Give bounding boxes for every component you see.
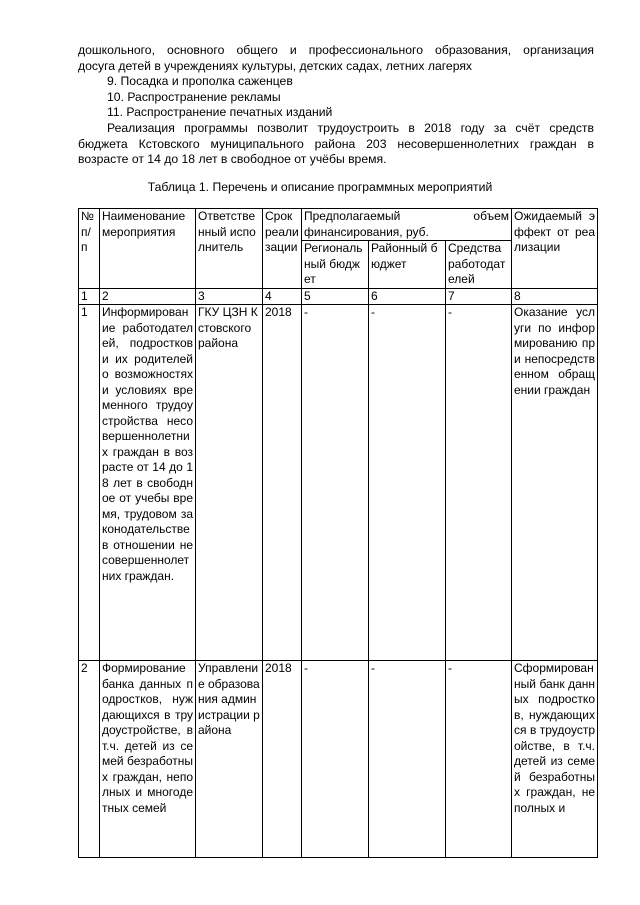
column-numbers-row — [79, 288, 598, 305]
list-item-10: 10. Распространение рекламы — [107, 89, 281, 104]
col-number: 2 — [100, 288, 196, 305]
paragraph-line: Реализация программы позволит трудоустроить в 2018 году за счёт средств — [107, 120, 594, 135]
col-number: 1 — [79, 288, 100, 305]
header-num: № п/п — [79, 209, 100, 289]
header-name: Наименование мероприятия — [100, 209, 196, 289]
list-item-9: 9. Посадка и прополка саженцев — [107, 74, 293, 89]
row-effect: Оказание услуги по информированию при непосредственном обращении граждан — [512, 305, 598, 661]
header-regional: Региональный бюджет — [302, 241, 369, 289]
header-funding — [302, 209, 512, 241]
col-number: 6 — [369, 288, 446, 305]
header-funding-part3: финансирования, руб. — [304, 224, 429, 239]
row-term: 2018 — [263, 305, 302, 661]
row-effect: Сформированный банк данных подростков, нуждающихся в трудоустройстве, в т.ч. детей из семей безработных граждан, неполных и — [512, 661, 598, 858]
row-regional: - — [302, 661, 369, 858]
list-item-11: 11. Распространение печатных изданий — [107, 105, 333, 120]
row-district: - — [369, 305, 446, 661]
header-funding-part1: Предполагаемый — [304, 209, 401, 223]
row-regional: - — [302, 305, 369, 661]
row-employers: - — [446, 305, 512, 661]
paragraph-line: бюджета Кстовского муниципального района 203 несовершеннолетних граждан в — [78, 136, 594, 151]
col-number: 3 — [196, 288, 263, 305]
intro-text — [78, 43, 594, 168]
row-name: Формирование банка данных подростков, нуждающихся в трудоустройстве, в т.ч. детей из семей безработных граждан, неполных и многодетных семей — [100, 661, 196, 858]
table-row — [79, 661, 598, 858]
row-num: 1 — [79, 305, 100, 661]
row-responsible: ГКУ ЦЗН Кстовского района — [196, 305, 263, 661]
col-number: 7 — [446, 288, 512, 305]
header-effect: Ожидаемый эффект от реализации — [512, 209, 598, 289]
col-number: 5 — [302, 288, 369, 305]
row-term: 2018 — [263, 661, 302, 858]
row-employers: - — [446, 661, 512, 858]
intro-line: досуга детей в учреждениях культуры, детских садах, летних лагерях — [78, 58, 473, 73]
row-responsible: Управление образования администрации района — [196, 661, 263, 858]
row-num: 2 — [79, 661, 100, 858]
row-name: Информирование работодателей, подростков и их родителей о возможностях и условиях временного трудоустройства несовершеннолетних граждан в возрасте от 14 до 18 лет в свободное от учебы время, трудовом законодательстве в отношении несовершеннолетних граждан. — [100, 305, 196, 661]
table-row — [79, 305, 598, 661]
col-number: 8 — [512, 288, 598, 305]
header-district: Районный бюджет — [369, 241, 446, 289]
table-caption: Таблица 1. Перечень и описание программных мероприятий — [147, 180, 493, 194]
header-responsible: Ответственный исполнитель — [196, 209, 263, 289]
header-term: Срок реализации — [263, 209, 302, 289]
paragraph-line: возрасте от 14 до 18 лет в свободное от учёбы время. — [78, 152, 387, 167]
header-employers: Средства работодателей — [446, 241, 512, 289]
header-funding-part2: объем — [473, 209, 509, 223]
row-district: - — [369, 661, 446, 858]
program-activities-table — [78, 208, 598, 858]
col-number: 4 — [263, 288, 302, 305]
intro-line: дошкольного, основного общего и профессионального образования, организация — [78, 43, 594, 57]
